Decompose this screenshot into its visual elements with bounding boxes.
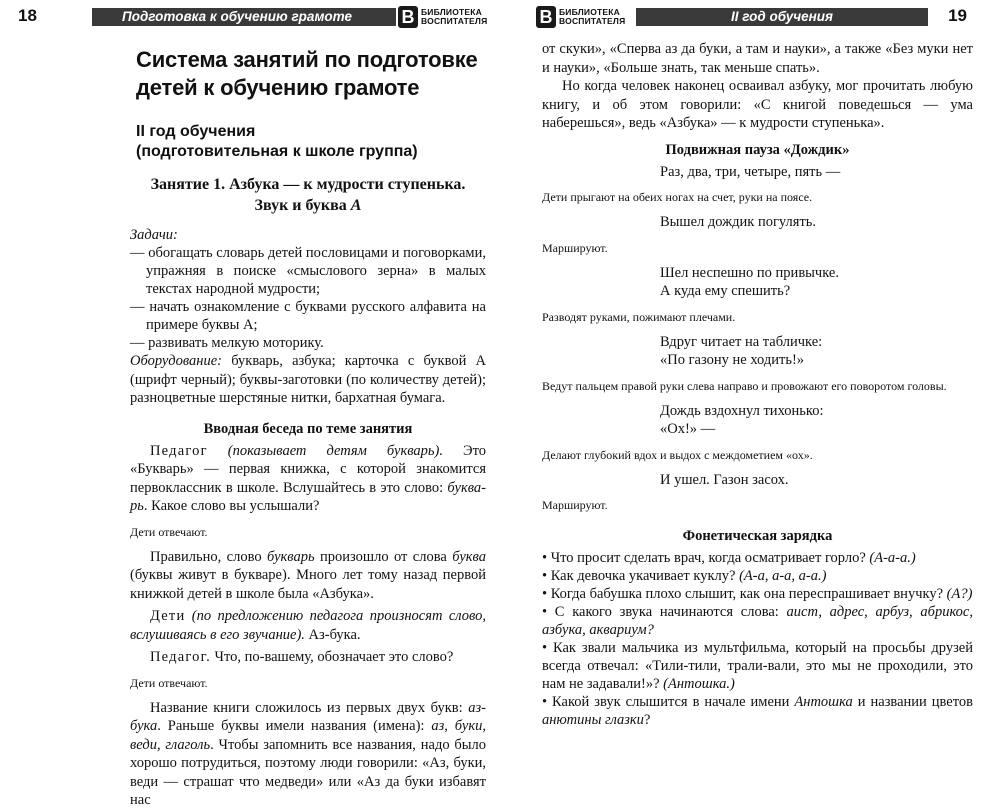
series-logo (398, 4, 487, 30)
question-item (542, 693, 973, 729)
subtitle-line: (подготовительная к школе группа) (136, 143, 418, 160)
stage-note: Дети отвечают. (130, 675, 208, 690)
question-item (542, 567, 973, 585)
text: произошло от слова (314, 548, 453, 565)
speech: Аз-бука. (304, 626, 361, 643)
paragraph (130, 607, 486, 644)
stage-remark: (показывает детям букварь). (207, 442, 443, 459)
text: Правильно, слово (150, 548, 267, 565)
paragraph (130, 699, 486, 810)
right-page-body (542, 40, 973, 729)
stage-note: Маршируют. (542, 498, 608, 512)
emphasis: букварь (266, 548, 315, 565)
stage-note: Ведут пальцем правой руки слева направо и провожают его поворотом головы. (542, 378, 947, 393)
subtitle-line: II год обучения (136, 123, 256, 140)
question-item (542, 549, 973, 567)
question: и названии цветов (852, 694, 973, 710)
text: . Раньше буквы имели названия (имена): (157, 718, 432, 734)
paragraph (130, 442, 486, 516)
logo-line: ВОСПИТАТЕЛЯ (559, 16, 626, 26)
tasks-label: Задачи: (130, 227, 178, 243)
logo-letter: В (398, 6, 418, 28)
stage-note: Маршируют. (542, 240, 608, 255)
page-number: 18 (18, 6, 37, 25)
verse-line: И ушел. Газон засох. (660, 471, 789, 488)
verse-line: «По газону не ходить!» (660, 352, 805, 368)
verse-line: Вдруг читает на табличке: (660, 333, 823, 350)
stage-remark: (по предложению педагога произносят слово, вслушиваясь в его звучание). (130, 608, 486, 643)
emphasis: буква (452, 548, 486, 565)
stage-note: Разводят руками, пожимают плечами. (542, 309, 736, 324)
verse-line: Раз, два, три, четыре, пять — (660, 163, 841, 180)
text: (буквы живут в букваре). Много лет тому назад первой книжкой детей в школе была «Азбука». (130, 567, 486, 602)
lesson-text: Звук и буква (254, 197, 351, 214)
verse-line: Дождь вздохнул тихонько: (660, 402, 824, 419)
speaker: Педагог. (150, 649, 211, 665)
speech: . Какое слово вы услышали? (143, 498, 320, 514)
stage-note: Дети прыгают на обеих ногах на счет, руки на поясе. (542, 190, 813, 204)
speaker: Дети (150, 608, 186, 624)
paragraph (130, 648, 486, 667)
answer: (Антошка.) (663, 676, 735, 692)
lesson-letter: А (350, 197, 362, 214)
task-item: — обогащать словарь детей пословицами и поговорками, упражняя в поиске «смыслового зерна» в малых текстах народной мудрости; (130, 245, 486, 297)
logo-line: БИБЛИОТЕКА (559, 7, 620, 17)
equipment-label: Оборудование: (130, 353, 223, 369)
logo-line: ВОСПИТАТЕЛЯ (421, 16, 488, 26)
verse-line: Вышел дождик погулять. (660, 214, 817, 230)
task-item: — начать ознакомление с буквами русского алфавита на примере буквы А; (130, 299, 486, 333)
lesson-line (130, 195, 486, 216)
page-number: 19 (948, 6, 967, 25)
paragraph (130, 548, 486, 604)
running-header: II год обучения (636, 8, 928, 26)
text: Название книги сложилось из первых двух букв: (150, 699, 469, 716)
stage-note: Делают глубокий вдох и выдох с междометием «ох». (542, 447, 813, 462)
logo-text (421, 8, 487, 26)
section-heading: Фонетическая зарядка (682, 528, 833, 544)
left-page (0, 0, 500, 808)
paragraph: Но когда человек наконец осваивал азбуку, мог прочитать любую книгу, и об этом говорили: «С книгой поведешься — ума наберешься», ведь «Азбука» — к мудрости ступенька». (542, 78, 973, 131)
question: • Как звали мальчика из мультфильма, который на просьбы друзей всегда отвечал: «Тили-тили, трали-вали, это мы не проходили, это нам не задавали!»? (542, 640, 973, 692)
question-item (542, 639, 973, 693)
stage-note: Дети отвечают. (130, 524, 208, 539)
question: • Когда бабушка плохо слышит, как она переспрашивает внучку? (542, 586, 947, 602)
task-item: — развивать мелкую моторику. (130, 335, 324, 351)
question: • Что просит сделать врач, когда осматривает горло? (542, 550, 870, 566)
logo-line: БИБЛИОТЕКА (421, 7, 482, 17)
verse-line: А куда ему спешить? (660, 283, 791, 299)
emphasis: буква-рь (130, 479, 486, 514)
answer: (А?) (946, 586, 973, 602)
equipment-paragraph (130, 352, 486, 408)
question: • С какого звука начинаются слова: (542, 604, 787, 620)
answer: Антошка (794, 694, 853, 710)
verse-line: «Ох!» — (660, 421, 716, 437)
section-heading: Подвижная пауза «Дождик» (665, 141, 850, 158)
answer: (А-а-а.) (869, 550, 916, 566)
question-item (542, 603, 973, 639)
running-header: Подготовка к обучению грамоте (92, 8, 396, 26)
speech: Что, по-вашему, обозначает это слово? (210, 649, 454, 665)
logo-letter: В (536, 6, 556, 28)
answer: анютины глазки (542, 712, 644, 728)
section-heading: Вводная беседа по теме занятия (203, 420, 413, 437)
question: • Как девочка укачивает куклу? (542, 568, 740, 584)
paragraph: от скуки», «Сперва аз да буки, а там и науки», а также «Без муки нет и науки», «Больше знать, так меньше спать». (542, 41, 973, 76)
equipment-text: букварь, азбука; карточка с буквой А (шрифт черный); буквы-заготовки (по количеству детей); разноцветные шерстяные нитки, бархатная бумага. (130, 353, 486, 406)
left-page-body (130, 40, 486, 810)
answer: аист, адрес, арбуз, абрикос, азбука, аквариум? (542, 604, 973, 638)
speaker: Педагог (150, 442, 208, 459)
right-page (502, 0, 1003, 747)
lesson-line: Занятие 1. Азбука — к мудрости ступенька. (150, 176, 466, 193)
question: • Какой звук слышится в начале имени (542, 694, 795, 710)
logo-text (559, 8, 625, 26)
text: . Чтобы запомнить все названия, надо было хорошо потрудиться, поэтому люди говорили: «Аз, буки, веди — страшат что медведи» или «Аз да буки избавят нас (130, 736, 487, 808)
chapter-title: Система занятий по подготовке детей к обучению грамоте (136, 47, 478, 100)
emphasis: аз-бука (130, 699, 486, 734)
lesson-heading (130, 174, 486, 216)
speech: Это «Букварь» — первая книжка, с которой знакомится первоклассник в школе. Вслушайтесь в это слово: (130, 442, 487, 496)
emphasis: аз, буки, веди, глаголь (130, 718, 486, 753)
answer: (А-а, а-а, а-а.) (739, 568, 827, 584)
chapter-subtitle (136, 122, 486, 162)
series-logo (536, 4, 625, 30)
question-item (542, 585, 973, 603)
verse-line: Шел неспешно по привычке. (660, 264, 839, 281)
question: ? (643, 712, 651, 728)
